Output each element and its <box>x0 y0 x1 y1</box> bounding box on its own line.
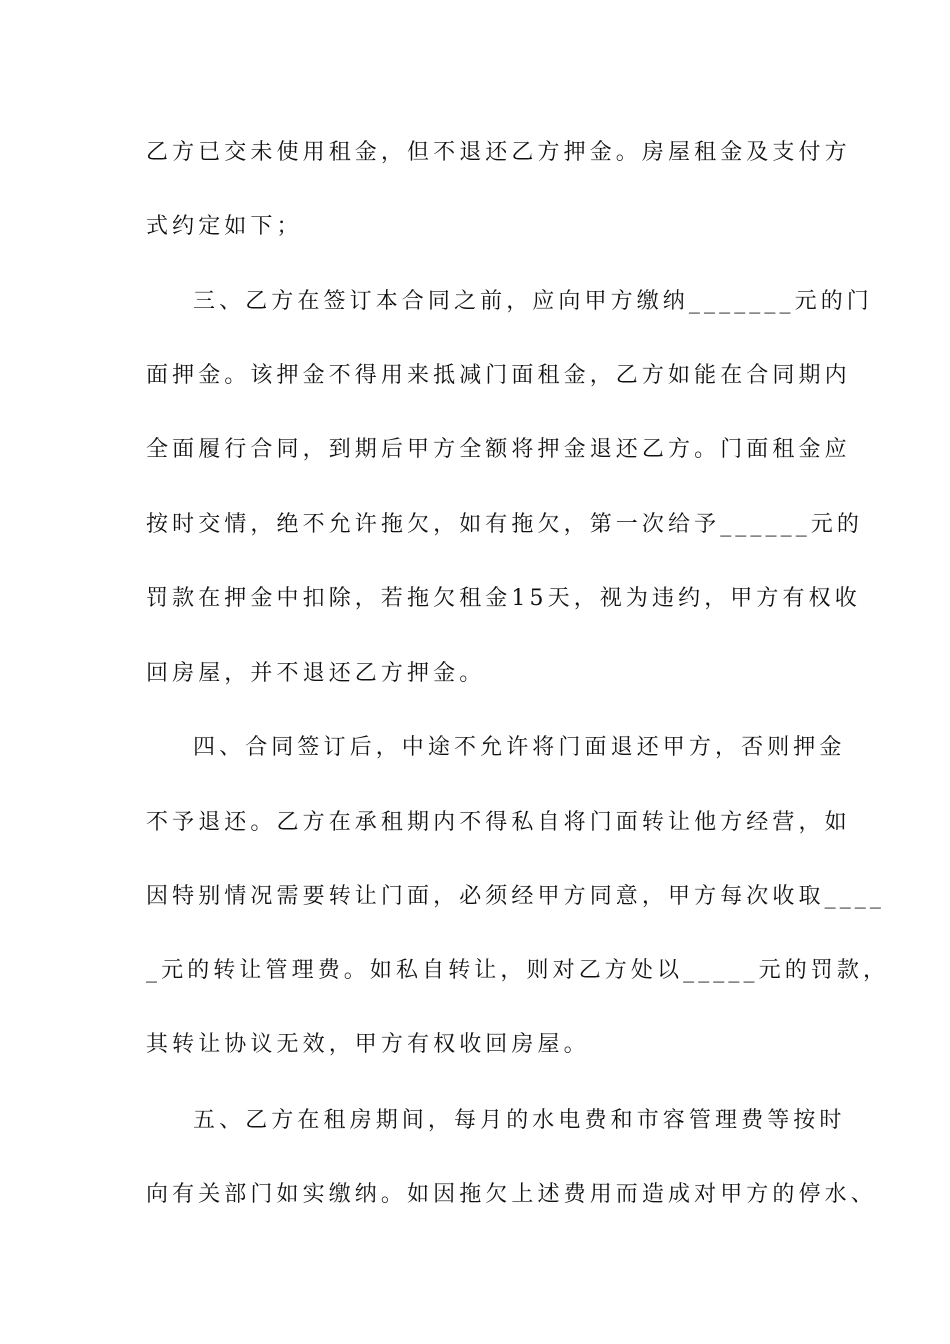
text-line: 面押金。该押金不得用来抵减门面租金，乙方如能在合同期内 <box>146 363 851 388</box>
text-line: 罚款在押金中扣除，若拖欠租金15天，视为违约，甲方有权收 <box>146 586 861 611</box>
text-line: 全面履行合同，到期后甲方全额将押金退还乙方。门面租金应 <box>146 437 851 462</box>
text-line: 其转让协议无效，甲方有权收回房屋。 <box>146 1032 590 1057</box>
text-line: 按时交情，绝不允许拖欠，如有拖欠，第一次给予______元的 <box>146 512 864 537</box>
paragraph-5-start: 五、乙方在租房期间，每月的水电费和市容管理费等按时 <box>193 1108 846 1133</box>
text-line: 乙方已交未使用租金，但不退还乙方押金。房屋租金及支付方 <box>146 140 851 165</box>
paragraph-4-start: 四、合同签订后，中途不允许将门面退还甲方，否则押金 <box>193 735 846 760</box>
text-line: 不予退还。乙方在承租期内不得私自将门面转让他方经营，如 <box>146 810 851 835</box>
text-line: 向有关部门如实缴纳。如因拖欠上述费用而造成对甲方的停水、 <box>146 1182 877 1207</box>
text-line: _元的转让管理费。如私自转让，则对乙方处以_____元的罚款， <box>146 958 890 983</box>
paragraph-3-start: 三、乙方在签订本合同之前，应向甲方缴纳_______元的门 <box>193 289 873 314</box>
text-line: 因特别情况需要转让门面，必须经甲方同意，甲方每次收取____ <box>146 884 886 909</box>
text-line: 式约定如下； <box>146 214 303 239</box>
text-line: 回房屋，并不退还乙方押金。 <box>146 661 486 686</box>
